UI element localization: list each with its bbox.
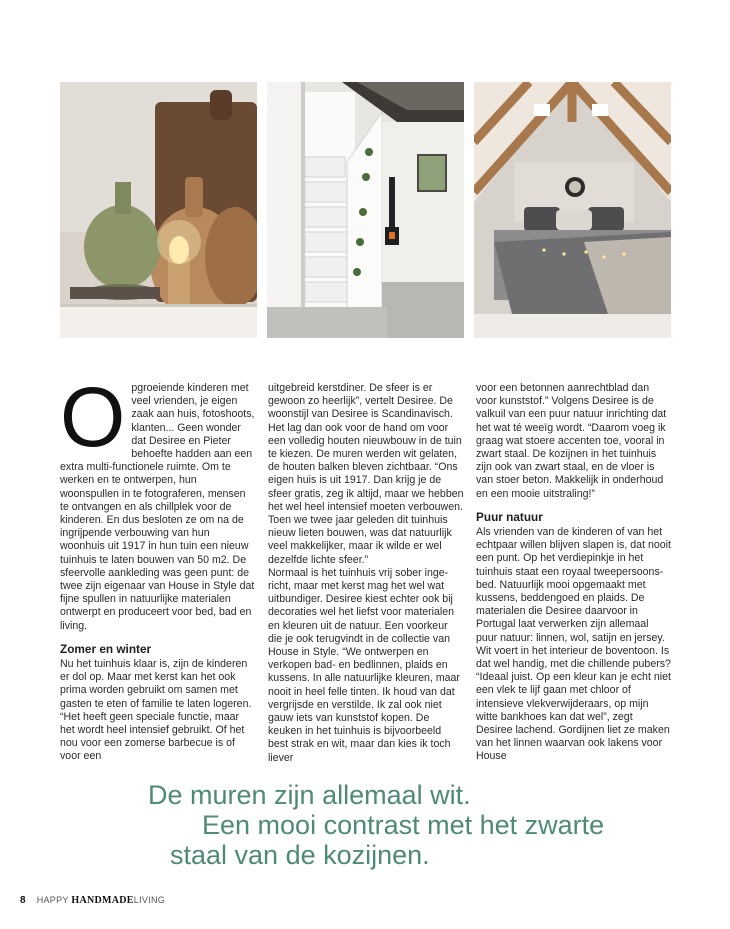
drop-cap: O (60, 370, 126, 464)
quote-line: Een mooi contrast met het zwarte (202, 810, 605, 840)
magazine-name-part: HANDMADE (71, 895, 134, 906)
section-heading-zomer-en-winter: Zomer en winter (60, 641, 152, 656)
jars-cutting-boards-candle-icon (60, 82, 257, 338)
quote-line: De muren zijn allemaal wit. (148, 780, 471, 810)
page-footer (20, 895, 165, 906)
text-column-1 (60, 370, 256, 764)
text-column-2 (268, 382, 464, 765)
quote-line: staal van de kozijnen. (170, 840, 430, 870)
photo-jars-candle (60, 82, 257, 338)
body-paragraph: Nu het tuinhuis klaar is, zijn de kinderen er dol op. Maar met kerst kan het ook prima worden gebruikt om samen met gasten te eten of familie te laten logeren. “Het heeft geen speciale functie, maar het wordt heel intensief gebruikt. Of het nou voor een zomerse barbecue is of voor een (60, 658, 252, 763)
magazine-name-part: LIVING (133, 895, 166, 905)
section-heading-puur-natuur: Puur natuur (476, 509, 543, 524)
body-paragraph: Als vrienden van de kinderen of van het echtpaar willen blijven slapen is, dat nooit een punt. Op het verdiepinkje in het tuinhuis staat een royaal tweepersoons-bed. Natuurlijk mooi opgemaakt met kussens, beddengoed en plaids. De materialen die Desiree daarvoor in Portugal laat verwerken zijn allemaal puur natuur: linnen, wol, satijn en jersey. Wit voert in het interieur de boventoon. Is dat wel handig, met die chillende pubers? “Ideaal juist. Op een kleur kan je echt niet een vlek te lijf gaan met chloor of intensieve vlekverwijderaars, op mijn witte bankhoes kan dat wel”, zegt Desiree lachend. Gordijnen liet ze maken van het linnen waarvan ook lakens voor House (476, 526, 671, 763)
photo-attic-bedroom (474, 82, 671, 338)
body-paragraph: voor een betonnen aanrechtblad dan voor kunststof.” Volgens Desiree is de valkuil van een puur natuur inrichting dat het wat té weeïg wordt. “Daarom voeg ik graag wat stoere accenten toe, vooral in zwart staal. De kozijnen in het tuinhuis zijn ook van zwart staal, en de vloer is van stoer beton. Makkelijk in onderhoud en een mooie uitstraling!” (476, 382, 667, 500)
magazine-name-part: HAPPY (36, 895, 69, 905)
page-number: 8 (20, 895, 26, 906)
intro-paragraph: pgroeiende kinderen met veel vrienden, je eigen zaak aan huis, fotoshoots, klanten... Geen wonder dat Desiree en Pieter behoefte hadden aan een extra multi-functionele ruimte. Om te werken en te ontwerpen, hun woonspullen in te fotograferen, mensen te ontvangen en als chillplek voor de kinderen. En dus besloten ze om na de ingrijpende verbouwing van hun woonhuis uit 1917 in hun tuin een nieuw tuinhuis te laten bouwen van 50 m2. De sfeervolle aankleding was geen punt: de twee zijn eigenaar van House in Style dat fijne spullen in natuurlijke materialen ontwerpt en produceert voor bed, bad en living. (60, 382, 255, 632)
attic-bed-wooden-beams-icon (474, 82, 671, 338)
white-staircase-stove-icon (267, 82, 464, 338)
body-paragraph: Normaal is het tuinhuis vrij sober inge-richt, maar met kerst mag het wel wat uitbundiger. Desiree kiest echter ook bij decoraties wel het liefst voor materialen en kleuren uit de natuur. Een voorkeur die je ook terugvindt in de collectie van House in Style. “We ontwerpen en verkopen bad- en bedlinnen, plaids en kussens. In alle natuurlijke kleuren, maar nooit in heel felle tinten. Ik houd van dat vergrijsde en verstilde. Ik zal ook niet gauw iets van kunststof kopen. De keuken in het tuinhuis is bijvoorbeeld best strak en wit, maar dan kies ik toch liever (268, 566, 460, 764)
photo-staircase (267, 82, 464, 338)
text-column-3 (476, 382, 672, 764)
pull-quote (148, 780, 604, 870)
body-paragraph: uitgebreid kerstdiner. De sfeer is er gewoon zo heerlijk”, vertelt Desiree. De woonstijl van Desiree is Scandinavisch. Het lag dan ook voor de hand om voor een volledig houten nieuwbouw in de tuin te kiezen. De muren werden wit gelaten, de houten balken bleven zichtbaar. “Ons eigen huis is uit 1917. Dan krijg je de sfeer gratis, zeg ik altijd, maar we hebben het wel heel intensief moeten verbouwen. Toen we twee jaar geleden dit tuinhuis nieuw lieten bouwen, was dat natuurlijk veel makkelijker, maar ik wilde er wel dezelfde lichte sfeer.” (268, 382, 464, 566)
